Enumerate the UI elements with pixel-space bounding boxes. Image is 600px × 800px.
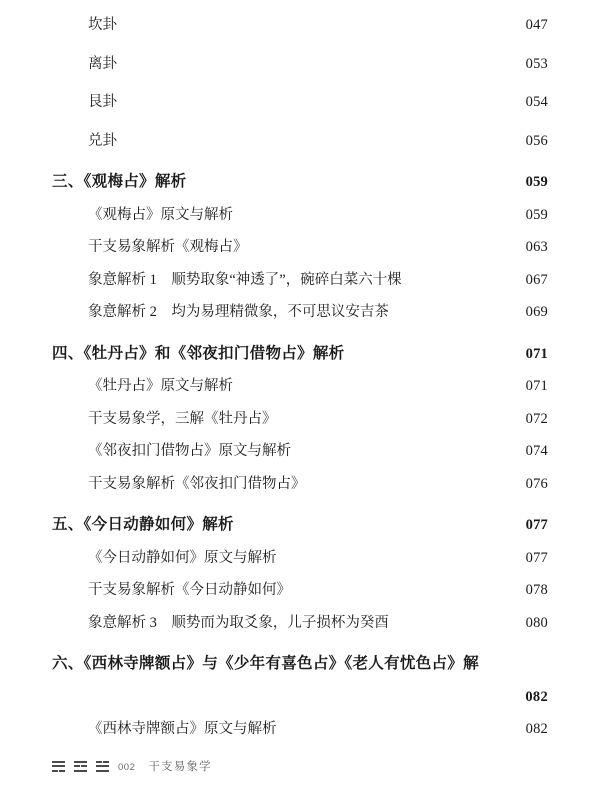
footer-page-number: 002	[118, 761, 136, 773]
toc-entry[interactable]	[52, 412, 548, 427]
toc-section-label: 四、《牡丹占》和《邻夜扣门借物占》解析	[52, 344, 345, 362]
toc-entry-label: 《观梅占》原文与解析	[88, 206, 233, 223]
toc-entry[interactable]	[52, 57, 548, 72]
toc-entry-page: 063	[525, 239, 548, 255]
toc-entry-page: 077	[525, 549, 548, 566]
trigram-bar-broken	[96, 761, 109, 763]
toc-entry-page: 072	[525, 410, 548, 427]
toc-entry[interactable]	[52, 18, 548, 33]
toc-entry-label: 《西林寺牌额占》原文与解析	[88, 721, 277, 737]
toc-top-group	[52, 18, 548, 148]
toc-entry[interactable]	[52, 208, 548, 223]
toc-entry-label: 象意解析 3 顺势而为取爻象，儿子损杯为癸酉	[88, 614, 389, 631]
trigram-bar-solid	[74, 761, 87, 763]
toc-section-label: 六、《西林寺牌额占》与《少年有喜色占》《老人有忧色占》解	[52, 655, 479, 672]
toc-entry-page: 054	[525, 94, 548, 110]
toc-entry[interactable]	[52, 273, 548, 288]
toc-section-heading[interactable]	[52, 346, 548, 362]
trigram-bar-solid	[52, 761, 65, 763]
trigram-bar-broken	[52, 770, 65, 772]
toc-section-page: 059	[525, 174, 548, 190]
toc-entry-label: 《今日动静如何》原文与解析	[88, 549, 277, 566]
toc-entry[interactable]	[52, 305, 548, 320]
toc-section-page-line	[52, 690, 548, 705]
toc-entry[interactable]	[52, 616, 548, 631]
toc-entry-page: 082	[525, 721, 548, 737]
toc-section-page: 082	[525, 688, 548, 705]
toc-entry-page: 069	[525, 304, 548, 320]
toc-entry-label: 干支易象解析《邻夜扣门借物占》	[88, 475, 306, 492]
trigram-icon	[52, 761, 65, 772]
toc-entry-page: 076	[525, 475, 548, 492]
footer-book-title: 干支易象学	[148, 761, 212, 773]
toc-section-heading[interactable]	[52, 517, 548, 533]
toc-entry-page: 056	[525, 132, 548, 149]
toc-entry-page: 080	[525, 614, 548, 631]
toc-section-page: 071	[525, 345, 548, 362]
trigram-bar-solid	[96, 765, 109, 767]
toc-entry-page: 047	[525, 17, 548, 33]
toc-entry-label: 《邻夜扣门借物占》原文与解析	[88, 443, 291, 459]
trigram-bar-solid	[74, 770, 87, 772]
toc-entry[interactable]	[52, 240, 548, 255]
toc-entry-label: 《牡丹占》原文与解析	[88, 378, 233, 394]
toc-entry-page: 078	[525, 582, 548, 598]
toc-entry[interactable]	[52, 444, 548, 459]
toc-entry[interactable]	[52, 583, 548, 598]
toc-entry[interactable]	[52, 379, 548, 394]
toc-entry[interactable]	[52, 134, 548, 149]
trigram-icon	[96, 761, 109, 772]
toc-entry-page: 067	[525, 271, 548, 288]
toc-section-heading[interactable]	[52, 174, 548, 190]
toc-entry-page: 059	[525, 206, 548, 223]
toc-entry-page: 053	[525, 55, 548, 72]
table-of-contents	[52, 18, 548, 737]
toc-entry-label: 离卦	[88, 55, 117, 72]
toc-entry-label: 兑卦	[88, 132, 117, 149]
page-footer	[52, 758, 212, 774]
toc-entry-label: 艮卦	[88, 94, 117, 110]
trigram-icon	[74, 761, 87, 772]
toc-section-label: 三、《观梅占》解析	[52, 173, 187, 190]
toc-entry-page: 074	[525, 443, 548, 459]
trigram-bar-broken	[74, 765, 87, 767]
toc-section-heading[interactable]	[52, 656, 548, 704]
trigram-bar-solid	[96, 770, 109, 772]
toc-entry[interactable]	[52, 551, 548, 566]
toc-entry[interactable]	[52, 95, 548, 110]
toc-entry-label: 象意解析 2 均为易理精微象，不可思议安吉茶	[88, 304, 389, 320]
toc-section-page: 077	[525, 517, 548, 533]
toc-entry-label: 坎卦	[88, 17, 117, 33]
toc-entry-label: 象意解析 1 顺势取象“神透了”，碗碎白菜六十棵	[88, 271, 402, 288]
toc-entry-label: 干支易象解析《观梅占》	[88, 239, 248, 255]
toc-entry-page: 071	[525, 378, 548, 394]
toc-entry[interactable]	[52, 722, 548, 737]
toc-entry[interactable]	[52, 477, 548, 492]
toc-entry-label: 干支易象解析《今日动静如何》	[88, 582, 291, 598]
toc-entry-label: 干支易象学，三解《牡丹占》	[88, 410, 277, 427]
trigram-bar-solid	[52, 765, 65, 767]
toc-section-label: 五、《今日动静如何》解析	[52, 516, 234, 533]
